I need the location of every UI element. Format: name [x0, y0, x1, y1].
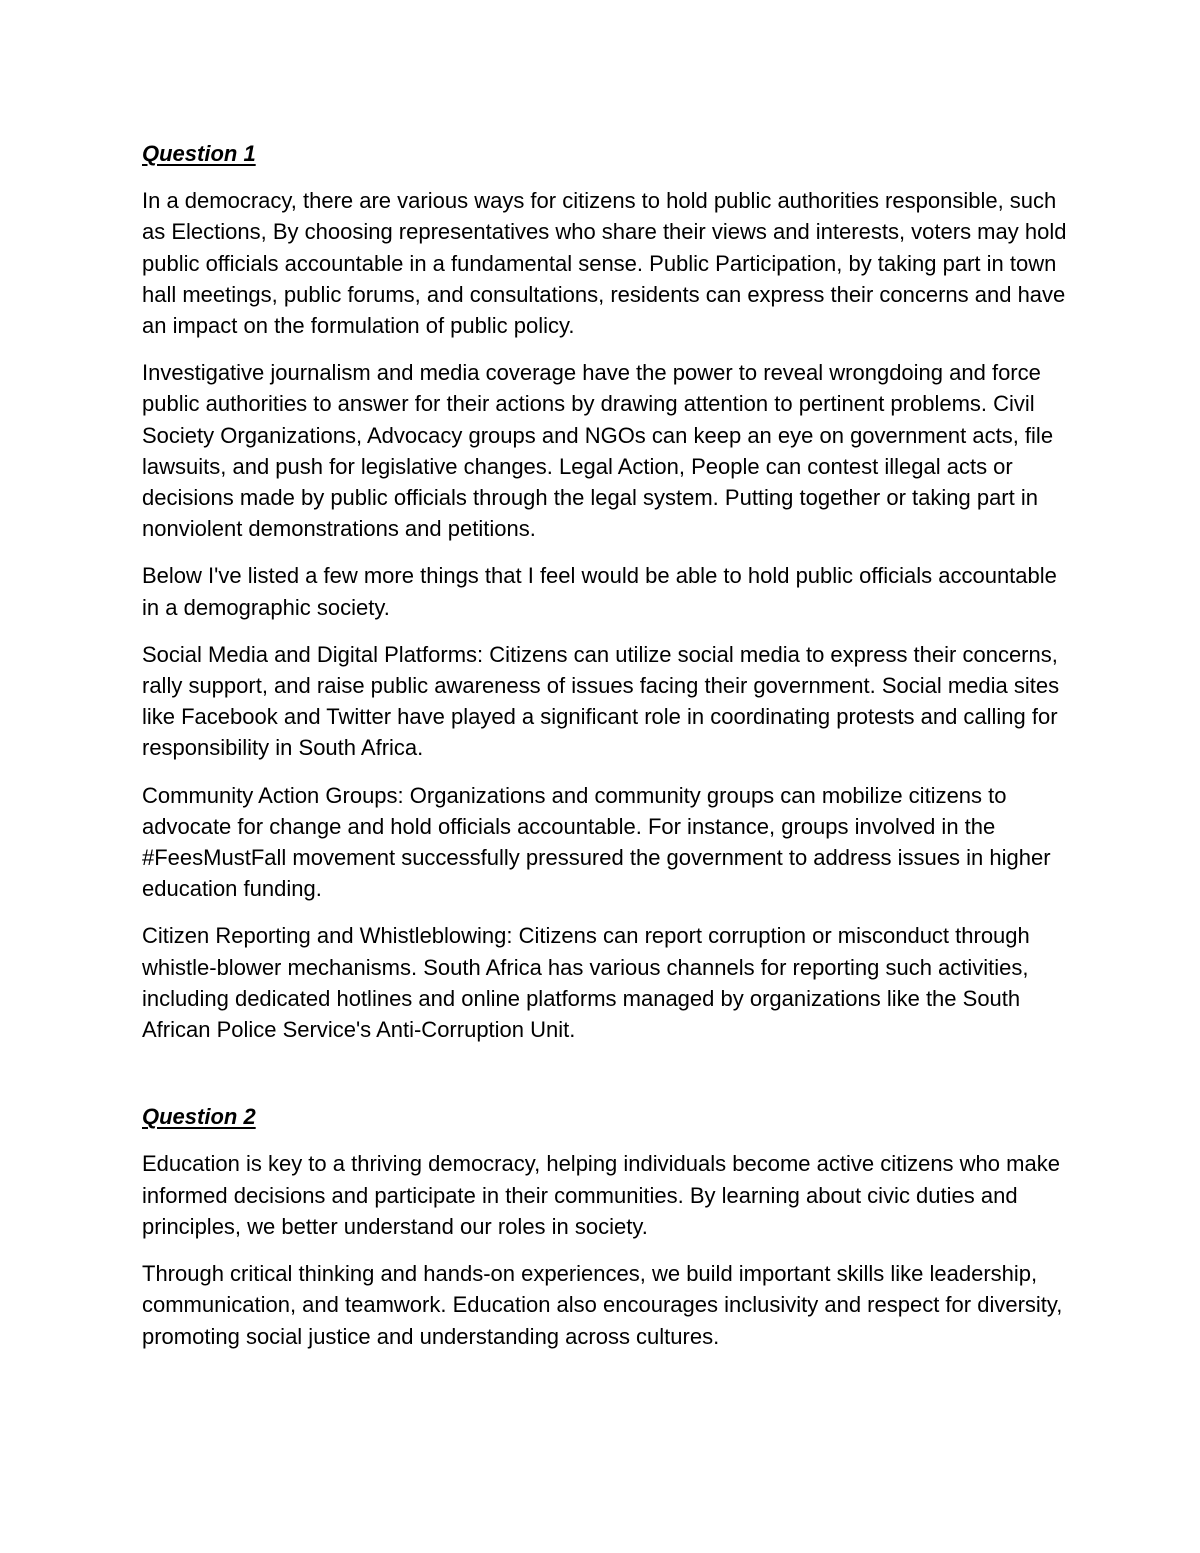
document-page [142, 138, 1067, 1368]
question-2-section [142, 1101, 1067, 1351]
paragraph: Education is key to a thriving democracy, helping individuals become active citizens who make informed decisions and participate in their communities. By learning about civic duties and principles, we better understand our roles in society. [142, 1151, 1060, 1239]
section-heading: Question 1 [142, 141, 256, 166]
question-1-section [142, 138, 1067, 1045]
paragraph: Social Media and Digital Platforms: Citizens can utilize social media to express their concerns, rally support, and raise public awareness of issues facing their government. Social media sites like Facebook and Twitter have played a significant role in coordinating protests and calling for responsibility in South Africa. [142, 641, 1060, 761]
paragraph: In a democracy, there are various ways for citizens to hold public authorities responsible, such as Elections, By choosing representatives who share their views and interests, voters may hold public officials accountable in a fundamental sense. Public Participation, by taking part in town hall meetings, public forums, and consultations, residents can express their concerns and have an impact on the formulation of public policy. [142, 188, 1067, 339]
paragraph: Through critical thinking and hands-on experiences, we build important skills like leadership, communication, and teamwork. Education also encourages inclusivity and respect for diversity, promoting social justice and understanding across cultures. [142, 1261, 1063, 1349]
paragraph: Below I've listed a few more things that I feel would be able to hold public officials accountable in a demographic society. [142, 563, 1057, 620]
section-heading: Question 2 [142, 1104, 256, 1130]
paragraph: Investigative journalism and media coverage have the power to reveal wrongdoing and force public authorities to answer for their actions by drawing attention to pertinent problems. Civil Society Organizations, Advocacy groups and NGOs can keep an eye on government acts, file lawsuits, and push for legislative changes. Legal Action, People can contest illegal acts or decisions made by public officials through the legal system. Putting together or taking part in nonviolent demonstrations and petitions. [142, 360, 1054, 542]
paragraph: Citizen Reporting and Whistleblowing: Citizens can report corruption or misconduct through whistle-blower mechanisms. South Africa has various channels for reporting such activities, including dedicated hotlines and online platforms managed by organizations like the South African Police Service's Anti-Corruption Unit. [142, 923, 1030, 1043]
paragraph: Community Action Groups: Organizations and community groups can mobilize citizens to advocate for change and hold officials accountable. For instance, groups involved in the #FeesMustFall movement successfully pressured the government to address issues in higher education funding. [142, 782, 1051, 902]
